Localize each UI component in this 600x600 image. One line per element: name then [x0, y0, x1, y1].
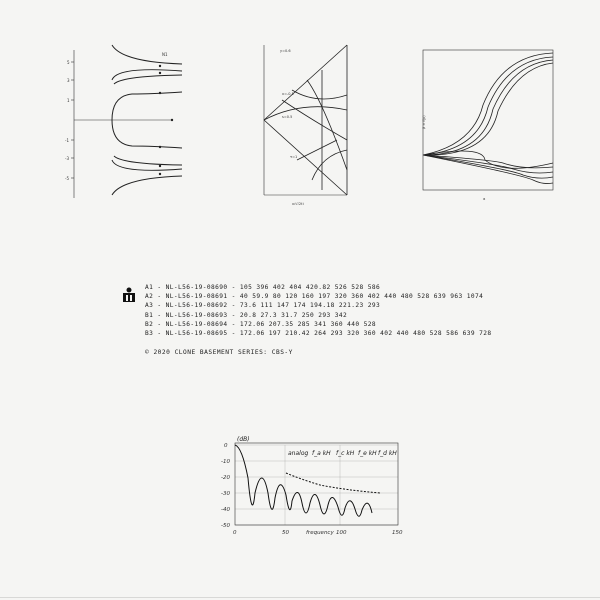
- page-edge-line: [0, 597, 600, 598]
- track-a2: A2 - NL-L56-19-08691 - 40 59.9 80 120 160 197 320 360 402 440 480 528 639 963 1074: [145, 293, 484, 301]
- figure-frequency-response: [220, 433, 410, 543]
- track-b3: B3 - NL-L56-19-08695 - 172.06 197 210.42 264 293 320 360 402 440 480 528 586 639 728: [145, 330, 492, 338]
- figure-level-curves: [62, 40, 192, 210]
- svg-text:α: α: [483, 197, 486, 201]
- copyright-notice: © 2020 CLONE BASEMENT SERIES: CBS-Y: [145, 349, 293, 356]
- track-b2: B2 - NL-L56-19-08694 - 172.06 207.35 285 341 360 440 528: [145, 320, 377, 328]
- svg-text:1: 1: [67, 98, 70, 103]
- svg-text:5: 5: [67, 60, 70, 65]
- legend-analog: analog: [288, 450, 309, 457]
- y-tick-3: -30: [221, 491, 230, 497]
- y-tick-1: -10: [221, 459, 230, 465]
- tracklist: [145, 283, 492, 338]
- x-tick-0: 0: [233, 530, 237, 536]
- x-tick-3: 150: [392, 530, 403, 536]
- svg-text:3: 3: [67, 78, 70, 83]
- y-tick-4: -40: [221, 507, 230, 513]
- x-tick-1: 50: [282, 530, 289, 536]
- legend-fd: f_d kH: [378, 450, 397, 457]
- legend-fa: f_a kH: [312, 450, 331, 457]
- legend-fc: f_c kH: [336, 450, 355, 457]
- y-tick-0: 0: [224, 443, 228, 449]
- svg-text:-1: -1: [65, 138, 69, 143]
- track-b1: B1 - NL-L56-19-08693 - 20.8 27.3 31.7 250 293 342: [145, 311, 348, 319]
- svg-text:-3: -3: [65, 156, 69, 161]
- svg-text:x=-0.5: x=-0.5: [282, 92, 294, 96]
- figure-characteristic-diagram: [252, 40, 362, 205]
- svg-text:x/√(2t): x/√(2t): [292, 202, 304, 205]
- track-a3: A3 - NL-L56-19-08692 - 73.6 111 147 174 194.18 221.23 293: [145, 302, 381, 310]
- track-a1: A1 - NL-L56-19-08690 - 105 396 402 404 420.82 526 528 586: [145, 284, 381, 291]
- y-tick-2: -20: [221, 475, 230, 481]
- figure-curve-family: [413, 45, 563, 205]
- svg-text:-5: -5: [65, 176, 69, 181]
- svg-text:β = f(p): β = f(p): [422, 115, 426, 129]
- svg-text:s=0.5: s=0.5: [282, 115, 293, 119]
- person-icon: [122, 287, 136, 307]
- svg-text:y=0.6: y=0.6: [280, 49, 291, 53]
- x-axis-label: frequency: [306, 530, 334, 536]
- y-tick-5: -50: [221, 523, 230, 529]
- x-tick-2: 100: [336, 530, 347, 536]
- spectrum-ylabel: (dB): [237, 436, 250, 443]
- svg-text:τ=1: τ=1: [290, 155, 298, 159]
- legend-fe: f_e kH: [358, 450, 377, 457]
- svg-text:N1: N1: [162, 52, 168, 57]
